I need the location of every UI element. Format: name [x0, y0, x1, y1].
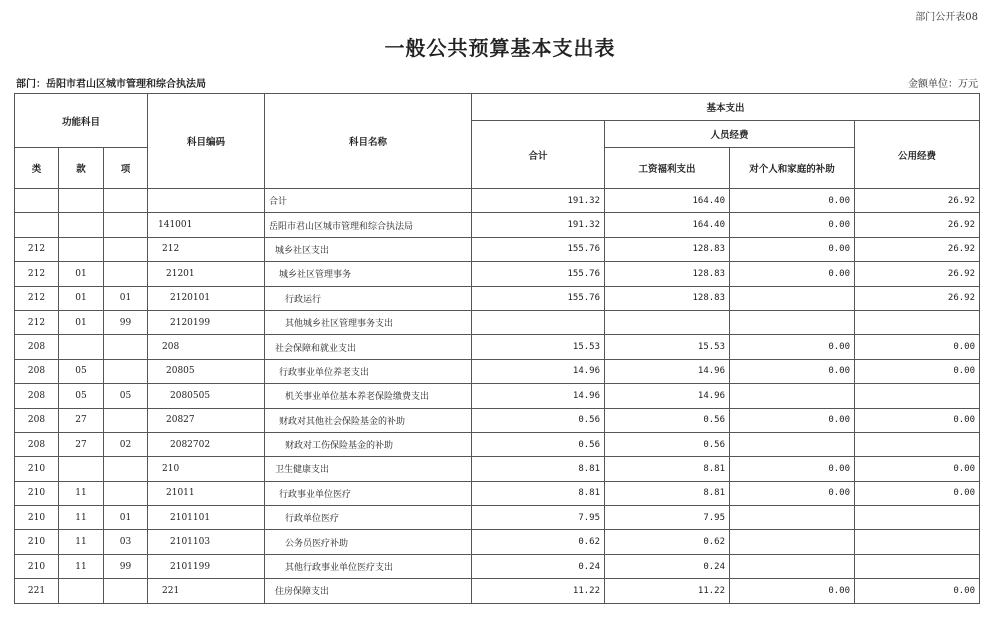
cell-code: 212 [148, 237, 265, 261]
table-row [15, 408, 980, 432]
table-row [15, 384, 980, 408]
cell-xiang [104, 579, 148, 603]
cell-code [148, 189, 265, 213]
amount-unit-label: 金额单位：万元 [908, 79, 978, 90]
cell-xiang [104, 335, 148, 359]
cell-xiang: 99 [104, 554, 148, 578]
header-code: 科目编码 [148, 94, 265, 189]
cell-name: 城乡社区支出 [265, 237, 472, 261]
cell-lei: 210 [15, 554, 59, 578]
table-row [15, 579, 980, 603]
cell-code: 2120101 [148, 286, 265, 310]
cell-subsidy: 0.00 [730, 213, 855, 237]
cell-lei: 210 [15, 530, 59, 554]
cell-salary: 0.56 [605, 408, 730, 432]
table-row [15, 530, 980, 554]
cell-salary: 0.62 [605, 530, 730, 554]
cell-name: 社会保障和就业支出 [265, 335, 472, 359]
cell-public [855, 506, 980, 530]
cell-salary: 14.96 [605, 359, 730, 383]
header-basic-expenditure: 基本支出 [472, 94, 980, 121]
cell-lei: 208 [15, 432, 59, 456]
cell-subsidy: 0.00 [730, 457, 855, 481]
cell-name: 住房保障支出 [265, 579, 472, 603]
cell-public: 26.92 [855, 262, 980, 286]
cell-salary: 128.83 [605, 262, 730, 286]
cell-xiang [104, 213, 148, 237]
header-kuan: 款 [59, 148, 104, 189]
cell-lei: 212 [15, 310, 59, 334]
cell-public [855, 530, 980, 554]
cell-total: 8.81 [472, 481, 605, 505]
header-func-subject: 功能科目 [15, 94, 148, 148]
cell-name: 财政对工伤保险基金的补助 [265, 432, 472, 456]
cell-name: 合计 [265, 189, 472, 213]
header-xiang: 项 [104, 148, 148, 189]
cell-xiang [104, 262, 148, 286]
table-row [15, 481, 980, 505]
cell-salary: 164.40 [605, 189, 730, 213]
cell-name: 城乡社区管理事务 [265, 262, 472, 286]
cell-lei: 212 [15, 237, 59, 261]
cell-public [855, 554, 980, 578]
cell-total: 0.24 [472, 554, 605, 578]
cell-xiang: 99 [104, 310, 148, 334]
cell-total: 14.96 [472, 384, 605, 408]
cell-salary: 15.53 [605, 335, 730, 359]
table-row [15, 262, 980, 286]
cell-public: 0.00 [855, 481, 980, 505]
cell-kuan: 11 [59, 554, 104, 578]
cell-subsidy [730, 530, 855, 554]
cell-kuan [59, 579, 104, 603]
cell-code: 2101101 [148, 506, 265, 530]
cell-xiang: 01 [104, 506, 148, 530]
cell-public: 0.00 [855, 579, 980, 603]
header-name: 科目名称 [265, 94, 472, 189]
cell-xiang [104, 481, 148, 505]
header-personnel: 人员经费 [605, 121, 855, 148]
cell-xiang [104, 408, 148, 432]
cell-lei: 208 [15, 359, 59, 383]
cell-public: 26.92 [855, 189, 980, 213]
page-title: 一般公共预算基本支出表 [384, 36, 616, 60]
cell-subsidy: 0.00 [730, 262, 855, 286]
cell-kuan: 05 [59, 359, 104, 383]
cell-code: 141001 [148, 213, 265, 237]
cell-code: 208 [148, 335, 265, 359]
cell-subsidy: 0.00 [730, 189, 855, 213]
cell-kuan [59, 213, 104, 237]
cell-xiang [104, 189, 148, 213]
cell-name: 行政单位医疗 [265, 506, 472, 530]
cell-name: 岳阳市君山区城市管理和综合执法局 [265, 213, 472, 237]
cell-kuan [59, 189, 104, 213]
cell-public: 26.92 [855, 286, 980, 310]
cell-lei: 208 [15, 408, 59, 432]
cell-kuan: 01 [59, 310, 104, 334]
cell-code: 2101199 [148, 554, 265, 578]
cell-kuan [59, 457, 104, 481]
cell-salary: 14.96 [605, 384, 730, 408]
cell-total: 155.76 [472, 262, 605, 286]
cell-code: 2101103 [148, 530, 265, 554]
cell-kuan: 05 [59, 384, 104, 408]
cell-name: 行政事业单位医疗 [265, 481, 472, 505]
cell-public: 0.00 [855, 359, 980, 383]
cell-public: 0.00 [855, 408, 980, 432]
table-row [15, 432, 980, 456]
header-subsidy: 对个人和家庭的补助 [730, 148, 855, 189]
cell-code: 21201 [148, 262, 265, 286]
cell-kuan: 11 [59, 481, 104, 505]
cell-name: 公务员医疗补助 [265, 530, 472, 554]
cell-name: 行政事业单位养老支出 [265, 359, 472, 383]
header-total: 合计 [472, 121, 605, 189]
cell-name: 财政对其他社会保险基金的补助 [265, 408, 472, 432]
cell-subsidy: 0.00 [730, 335, 855, 359]
cell-subsidy: 0.00 [730, 359, 855, 383]
cell-total: 0.56 [472, 408, 605, 432]
header-salary: 工资福利支出 [605, 148, 730, 189]
table-row [15, 189, 980, 213]
cell-total: 0.62 [472, 530, 605, 554]
cell-subsidy [730, 432, 855, 456]
cell-subsidy [730, 286, 855, 310]
cell-xiang [104, 359, 148, 383]
cell-xiang: 02 [104, 432, 148, 456]
table-header [15, 94, 980, 189]
cell-lei: 210 [15, 506, 59, 530]
cell-public: 26.92 [855, 237, 980, 261]
cell-subsidy [730, 310, 855, 334]
cell-lei: 212 [15, 286, 59, 310]
table-row [15, 286, 980, 310]
cell-code: 210 [148, 457, 265, 481]
cell-salary: 7.95 [605, 506, 730, 530]
cell-public: 0.00 [855, 457, 980, 481]
cell-salary: 0.24 [605, 554, 730, 578]
cell-code: 20827 [148, 408, 265, 432]
cell-salary [605, 310, 730, 334]
cell-public [855, 384, 980, 408]
table-row [15, 554, 980, 578]
cell-total: 0.56 [472, 432, 605, 456]
table-row [15, 213, 980, 237]
cell-total: 11.22 [472, 579, 605, 603]
table-row [15, 237, 980, 261]
cell-subsidy: 0.00 [730, 237, 855, 261]
cell-kuan [59, 335, 104, 359]
cell-xiang: 01 [104, 286, 148, 310]
cell-salary: 164.40 [605, 213, 730, 237]
cell-lei: 210 [15, 481, 59, 505]
cell-total: 155.76 [472, 286, 605, 310]
budget-expenditure-table [14, 93, 980, 604]
cell-kuan: 27 [59, 408, 104, 432]
table-row [15, 335, 980, 359]
cell-lei: 208 [15, 384, 59, 408]
cell-xiang: 05 [104, 384, 148, 408]
cell-name: 其他城乡社区管理事务支出 [265, 310, 472, 334]
table-row [15, 359, 980, 383]
cell-name: 行政运行 [265, 286, 472, 310]
cell-total: 191.32 [472, 213, 605, 237]
cell-xiang: 03 [104, 530, 148, 554]
cell-name: 机关事业单位基本养老保险缴费支出 [265, 384, 472, 408]
table-body [15, 189, 980, 604]
cell-subsidy: 0.00 [730, 579, 855, 603]
cell-lei [15, 213, 59, 237]
cell-subsidy: 0.00 [730, 408, 855, 432]
cell-subsidy [730, 506, 855, 530]
cell-lei: 212 [15, 262, 59, 286]
cell-name: 其他行政事业单位医疗支出 [265, 554, 472, 578]
cell-code: 221 [148, 579, 265, 603]
cell-subsidy: 0.00 [730, 481, 855, 505]
cell-lei: 221 [15, 579, 59, 603]
cell-total: 191.32 [472, 189, 605, 213]
header-public: 公用经费 [855, 121, 980, 189]
cell-code: 2120199 [148, 310, 265, 334]
table-id-label: 部门公开表08 [915, 12, 978, 23]
cell-lei: 208 [15, 335, 59, 359]
table-row [15, 506, 980, 530]
cell-total: 15.53 [472, 335, 605, 359]
cell-xiang [104, 237, 148, 261]
cell-total [472, 310, 605, 334]
cell-salary: 8.81 [605, 457, 730, 481]
cell-subsidy [730, 554, 855, 578]
cell-kuan: 01 [59, 286, 104, 310]
cell-total: 155.76 [472, 237, 605, 261]
cell-kuan: 01 [59, 262, 104, 286]
cell-code: 21011 [148, 481, 265, 505]
cell-total: 8.81 [472, 457, 605, 481]
cell-public: 26.92 [855, 213, 980, 237]
cell-salary: 0.56 [605, 432, 730, 456]
cell-subsidy [730, 384, 855, 408]
cell-code: 2080505 [148, 384, 265, 408]
cell-kuan: 11 [59, 530, 104, 554]
cell-public: 0.00 [855, 335, 980, 359]
cell-salary: 11.22 [605, 579, 730, 603]
table-row [15, 457, 980, 481]
cell-lei [15, 189, 59, 213]
cell-kuan: 11 [59, 506, 104, 530]
header-lei: 类 [15, 148, 59, 189]
department-label: 部门：岳阳市君山区城市管理和综合执法局 [16, 79, 206, 90]
cell-kuan [59, 237, 104, 261]
table-row [15, 310, 980, 334]
cell-salary: 128.83 [605, 237, 730, 261]
cell-public [855, 432, 980, 456]
cell-salary: 128.83 [605, 286, 730, 310]
cell-kuan: 27 [59, 432, 104, 456]
cell-lei: 210 [15, 457, 59, 481]
cell-salary: 8.81 [605, 481, 730, 505]
cell-xiang [104, 457, 148, 481]
cell-total: 7.95 [472, 506, 605, 530]
cell-public [855, 310, 980, 334]
cell-total: 14.96 [472, 359, 605, 383]
cell-code: 20805 [148, 359, 265, 383]
cell-code: 2082702 [148, 432, 265, 456]
cell-name: 卫生健康支出 [265, 457, 472, 481]
